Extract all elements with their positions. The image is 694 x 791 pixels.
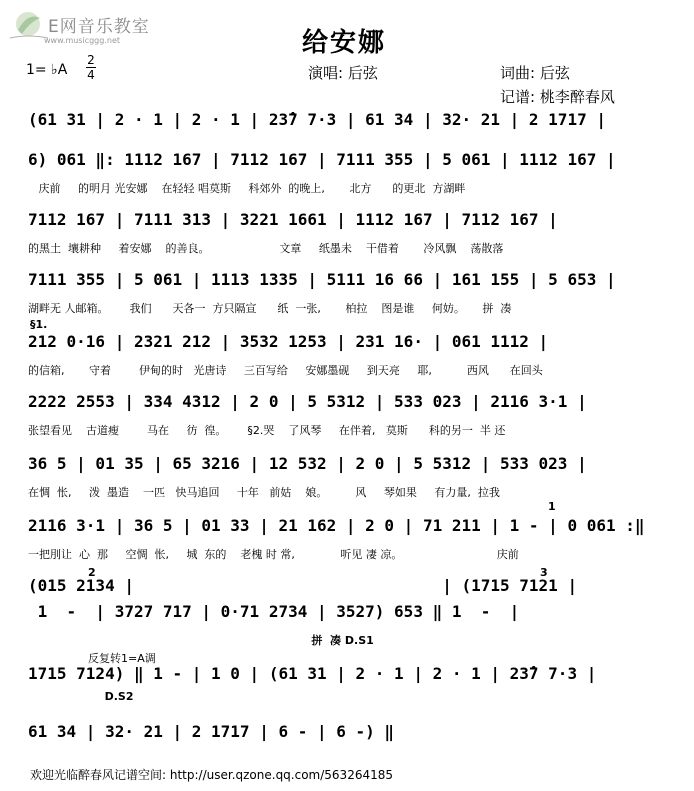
notes: (61 31 | 2 · 1 | 2 · 1 | 23̂7 7·3 | 61 34 | 32· 21 | 2 1717 | — [28, 110, 606, 129]
logo-sub: www.musicggg.net — [44, 36, 120, 45]
modulation-note: 反复转1=A调 — [88, 652, 156, 665]
notes: 1 - | 3727 717 | 0·71 2734 | 3527) 653 ‖ 1 - | — [28, 602, 520, 621]
meter-bottom: 4 — [87, 68, 95, 82]
song-title: 给安娜 — [302, 28, 387, 58]
lyrics: 庆前 的明月 光安娜 在轻轻 唱莫斯 科郊外 的晚上, 北方 的更北 方湖畔 — [28, 182, 466, 195]
lyrics: 一把刖让 心 那 空惆 怅, 城 东的 老槐 时 常, 听见 凄 凉。 庆前 — [28, 548, 519, 561]
volta-3: 3 — [540, 566, 548, 579]
lyrics: 的黑土 壤耕种 着安娜 的善良。 文章 纸墨未 干借着 冷风飘 荡散落 — [28, 242, 504, 255]
lyrics: 拼 凑 D.S1 — [28, 634, 374, 647]
segno-1: §1. — [30, 318, 48, 331]
lyrics: 在惆 怅, 泼 墨造 一匹 快马追回 十年 前姑 娘。 风 琴如果 有力量, 拉我 — [28, 486, 500, 499]
singer: 演唱: 后弦 — [308, 64, 378, 82]
notes: 212 0·16 | 2321 212 | 3532 1253 | 231 16· | 061 1112 | — [28, 332, 549, 351]
time-signature — [86, 54, 96, 81]
transcriber: 记谱: 桃李醉春风 — [500, 88, 615, 106]
footer-link[interactable]: 欢迎光临醉春风记谱空间: http://user.qzone.qq.com/563264185 — [30, 768, 394, 782]
notes: 1715 7124) ‖ 1 - | 1 0 | (61 31 | 2 · 1 | 2 · 1 | 23̂7 7·3 | — [28, 664, 597, 683]
notes: 7112 167 | 7111 313 | 3221 1661 | 1112 167 | 7112 167 | — [28, 210, 558, 229]
lyrics: D.S2 — [28, 690, 134, 703]
lyrics: 湖畔无 人邮箱。 我们 天各一 方只隔宣 纸 一张, 柏拉 图是谁 何妨。 拼 凑 — [28, 302, 512, 315]
logo-text: E网音乐教室 — [48, 17, 150, 37]
notes: 7111 355 | 5 061 | 1113 1335 | 5111 16 66 | 161 155 | 5 653 | — [28, 270, 616, 289]
lyrics: 的信箱, 守着 伊甸的时 光唐诗 三百写给 安娜墨砚 到天亮 耶, 西风 在回头 — [28, 364, 543, 377]
lyrics: 张望看见 古道瘦 马在 彷 徨。 §2.哭 了风琴 在伴着, 莫斯 科的另一 半 还 — [28, 424, 506, 437]
meter-top: 2 — [87, 53, 95, 67]
notes: 6) 061 ‖: 1112 167 | 7112 167 | 7111 355 | 5 061 | 1112 167 | — [28, 150, 616, 169]
notes: 2116 3·1 | 36 5 | 01 33 | 21 162 | 2 0 | 71 211 | 1 - | 0 061 :‖ — [28, 516, 645, 535]
volta-2: 2 — [88, 566, 96, 579]
notes: 61 34 | 32· 21 | 2 1717 | 6 - | 6 -) ‖ — [28, 722, 395, 741]
key-signature: 1= ♭A — [26, 62, 68, 78]
volta-1: 1 — [548, 500, 556, 513]
notes: 36 5 | 01 35 | 65 3216 | 12 532 | 2 0 | 5 5312 | 533 023 | — [28, 454, 587, 473]
notes: (015 2134 | | (1715 7121 | — [28, 576, 578, 595]
notes: 2222 2553 | 334 4312 | 2 0 | 5 5312 | 533 023 | 2116 3·1 | — [28, 392, 587, 411]
composer: 词曲: 后弦 — [500, 64, 570, 82]
